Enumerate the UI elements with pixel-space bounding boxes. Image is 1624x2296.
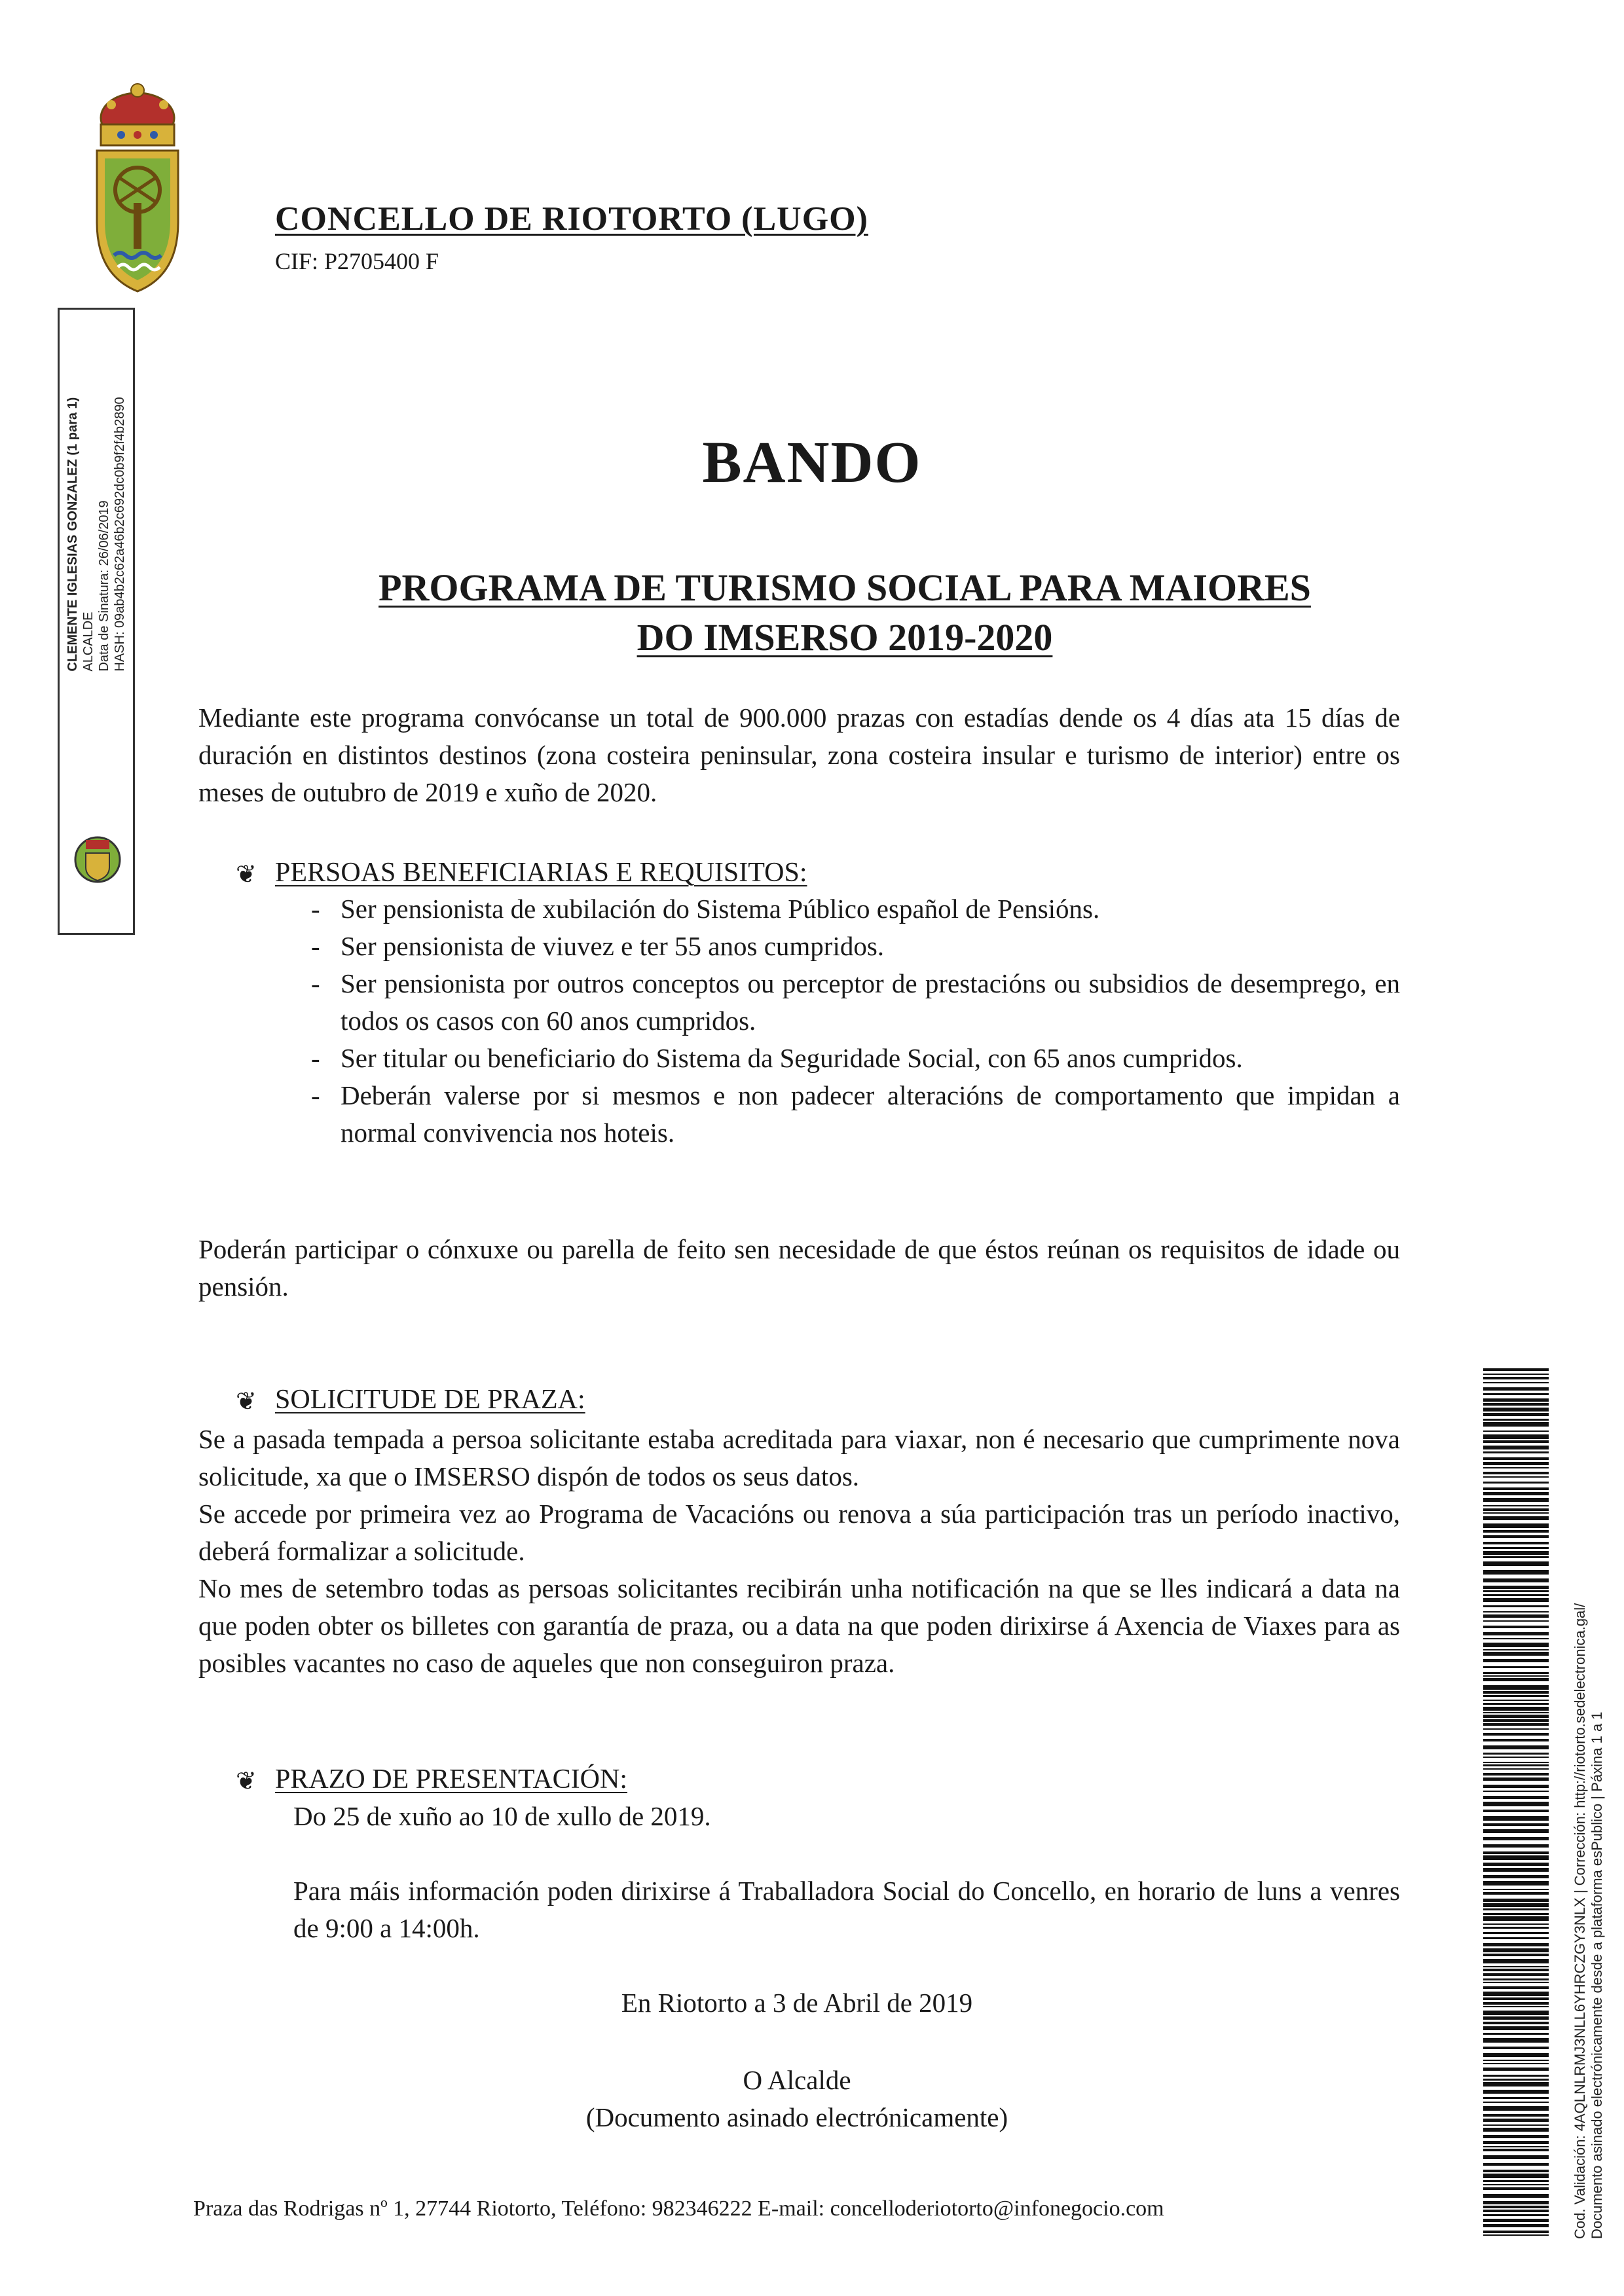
signatory: O Alcalde bbox=[743, 2065, 851, 2095]
signature-stamp bbox=[58, 308, 135, 935]
document-title: BANDO bbox=[702, 430, 922, 495]
list-item: - Ser pensionista por outros conceptos ou perceptor de prestacións ou subsidios de desemprego, en todos os casos con 60 anos cumpridos. bbox=[341, 965, 1400, 1040]
footer-contact: Praza das Rodrigas nº 1, 27744 Riotorto, Teléfono: 982346222 E-mail: concelloderiotorto@infonegocio.com bbox=[193, 2196, 1164, 2221]
place-date: En Riotorto a 3 de Abril de 2019 bbox=[621, 1988, 973, 2018]
subtitle-line-1: PROGRAMA DE TURISMO SOCIAL PARA MAIORES bbox=[378, 566, 1311, 609]
application-paragraph-1: Se a pasada tempada a persoa solicitante estaba acreditada para viaxar, non é necesario que cumprimente nova solicitude, xa que o IMSERSO dispón de todos os seus datos. bbox=[198, 1424, 1400, 1491]
application-paragraph-3: No mes de setembro todas as persoas solicitantes recibirán unha notificación na que se lles indicará a data na que poden obter os billetes con garantía de praza, ou a data na que poden dirixirse á Axencia de Viaxes para as posibles vacantes no caso de aqueles que non conseguiron praza. bbox=[198, 1573, 1400, 1678]
signature-date: Data de Sinatura: 26/06/2019 bbox=[97, 500, 111, 672]
signer-name: CLEMENTE IGLESIAS GONZALEZ (1 para 1) bbox=[65, 397, 80, 672]
beneficiaries-heading-label: PERSOAS BENEFICIARIAS E REQUISITOS: bbox=[275, 858, 807, 888]
org-name: CONCELLO DE RIOTORTO (LUGO) bbox=[275, 200, 868, 238]
validation-line-1: Cod. Validación: 4AQLNLRMJ3NLL6YHRCZGY3NLX | Corrección: http://riotorto.sedelectronica.gal/ bbox=[1572, 1603, 1588, 2239]
list-item: - Ser pensionista de viuvez e ter 55 anos cumpridos. bbox=[341, 928, 1400, 965]
seal-icon bbox=[71, 833, 124, 886]
signer-role: ALCALDE bbox=[81, 611, 96, 672]
application-body bbox=[198, 1421, 1400, 1682]
beneficiaries-heading bbox=[236, 854, 807, 894]
document-subtitle bbox=[196, 563, 1493, 663]
info-paragraph: Para máis información poden dirixirse á Traballadora Social do Concello, en horario de luns a venres de 9:00 a 14:00h. bbox=[293, 1876, 1400, 1943]
validation-line-2: Documento asinado electrónicamente desde a plataforma esPublico | Páxina 1 a 1 bbox=[1589, 1711, 1605, 2239]
org-cif: CIF: P2705400 F bbox=[275, 248, 439, 274]
coat-of-arms-icon bbox=[92, 79, 183, 295]
signed-note: (Documento asinado electrónicamente) bbox=[585, 2102, 1008, 2132]
barcode-icon bbox=[1483, 1368, 1549, 2236]
intro-paragraph: Mediante este programa convócanse un total de 900.000 prazas con estadías dende os 4 días ata 15 días de duración en distintos destinos (zona costeira peninsular, zona costeira insular e turismo de interior) entre os meses de outubro de 2019 e xuño de 2020. bbox=[198, 702, 1400, 807]
list-item: - Ser titular ou beneficiario do Sistema da Seguridade Social, con 65 anos cumpridos. bbox=[341, 1040, 1400, 1077]
fleuron-icon: ❦ bbox=[236, 860, 257, 888]
fleuron-icon: ❦ bbox=[236, 1387, 257, 1415]
deadline-dates: Do 25 de xuño ao 10 de xullo de 2019. bbox=[293, 1801, 711, 1831]
deadline-heading-label: PRAZO DE PRESENTACIÓN: bbox=[275, 1764, 628, 1795]
application-heading bbox=[236, 1381, 585, 1421]
list-item: - Deberán valerse por si mesmos e non padecer alteracións de comportamento que impidan a normal convivencia nos hoteis. bbox=[341, 1077, 1400, 1152]
fleuron-icon: ❦ bbox=[236, 1767, 257, 1795]
requirements-list bbox=[341, 890, 1400, 1152]
subtitle-line-2: DO IMSERSO 2019-2020 bbox=[637, 616, 1053, 659]
deadline-heading bbox=[236, 1761, 627, 1800]
list-item: - Ser pensionista de xubilación do Sistema Público español de Pensións. bbox=[341, 890, 1400, 928]
validation-text bbox=[1572, 1603, 1606, 2239]
participants-paragraph: Poderán participar o cónxuxe ou parella de feito sen necesidade de que éstos reúnan os requisitos de idade ou pensión. bbox=[198, 1234, 1400, 1302]
application-paragraph-2: Se accede por primeira vez ao Programa de Vacacións ou renova a súa participación tras un período inactivo, deberá formalizar a solicitude. bbox=[198, 1499, 1400, 1566]
application-heading-label: SOLICITUDE DE PRAZA: bbox=[275, 1385, 585, 1415]
signature-hash: HASH: 09ab4b2c62a46b2c692dc0b9f2f4b2890 bbox=[113, 397, 127, 672]
